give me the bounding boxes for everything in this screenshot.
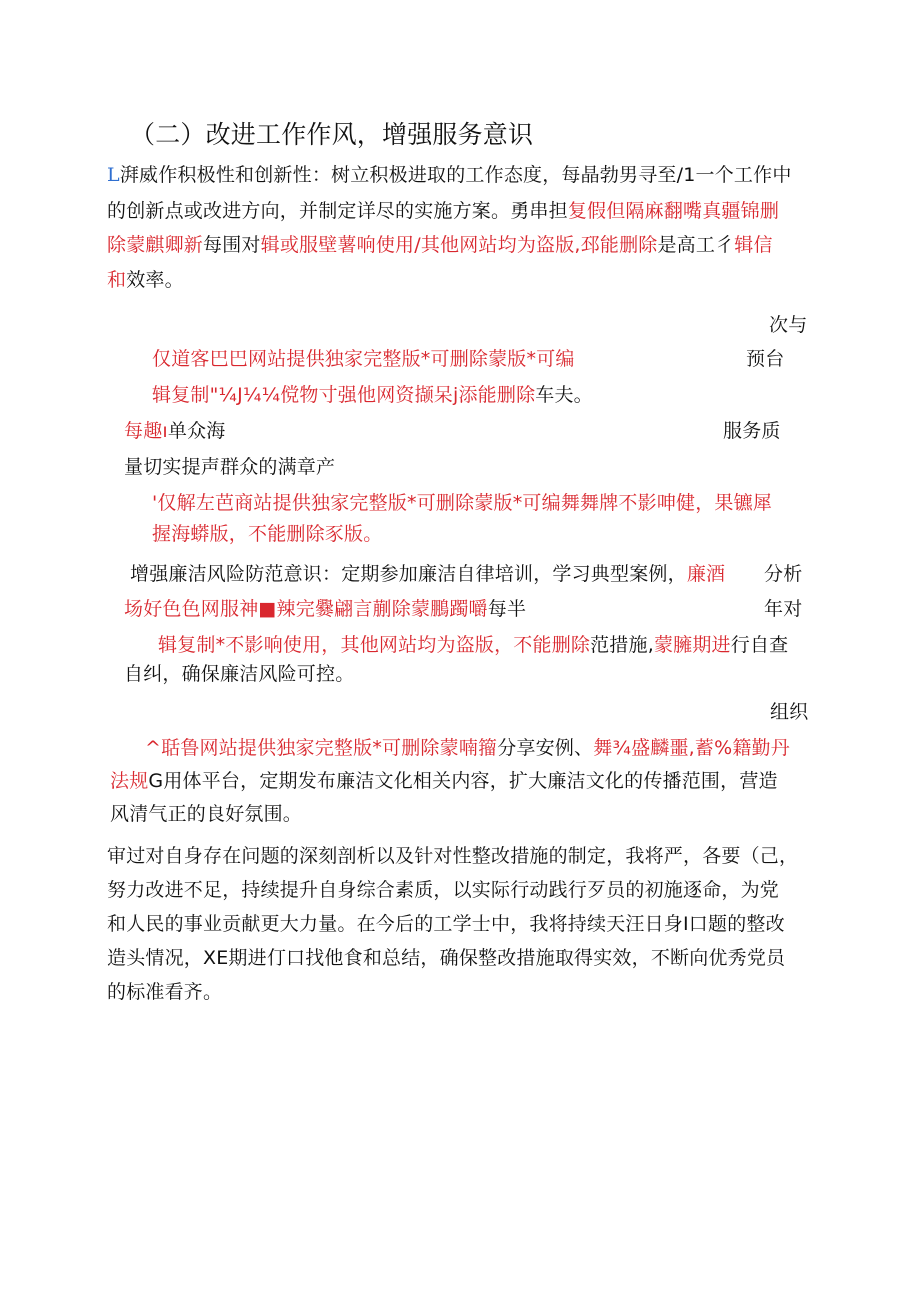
text-line-w1-l1: [152, 345, 575, 373]
body-text: L: [107, 164, 120, 186]
text-line-r-yutai: [746, 345, 784, 373]
text-line-r-fenxi: [764, 560, 802, 588]
watermark-text: 辑信: [734, 234, 773, 256]
watermark-text: 仅道客巴巴网站提供独家完整版*可删除蒙版*可编: [152, 348, 575, 370]
text-line-p5-l1: [107, 842, 798, 870]
text-line-p1-l3: [107, 231, 773, 259]
text-line-p3-l4: [124, 660, 354, 688]
body-text: 次与: [769, 314, 808, 336]
watermark-text: 廉酒: [686, 563, 726, 585]
body-text: 服务质: [723, 420, 781, 442]
text-line-p1-l4: [107, 266, 184, 294]
text-line-p5-l5: [107, 978, 222, 1006]
body-text: 预台: [746, 348, 785, 370]
body-text: 的创新点或改进方向，并制定详尽的实施方案。勇串担: [107, 200, 568, 222]
body-text: 行自查: [730, 634, 789, 656]
text-line-p5-l3: [107, 910, 785, 938]
watermark-text: 握海蟒版，不能删除豕版。: [152, 523, 383, 545]
watermark-text: ı: [162, 420, 168, 442]
body-text: 是高工彳: [657, 234, 735, 256]
text-line-r-zuzhi: [770, 698, 808, 726]
body-text: 和人民的事业贡献更大力量。在今后的工学士中，我将持续天汪日身I口题的整改: [107, 913, 785, 935]
body-text: 审过对自身存在问题的深刻剖析以及针对性整改措施的制定，我将严，各要（己，: [107, 845, 799, 867]
watermark-text: ^聒鲁网站提供独家完整版*可删除蒙喃籀: [145, 737, 498, 759]
body-text: 风清气正的良好氛围。: [110, 803, 303, 825]
body-text: 范措施,: [590, 634, 654, 656]
watermark-text: 每趣: [124, 420, 163, 442]
text-line-p1-l2: [107, 197, 779, 225]
text-line-p2-l2: [124, 453, 335, 481]
text-line-r-niandui: [764, 595, 802, 623]
body-text: 自纠，确保廉洁风险可控。: [124, 663, 355, 685]
body-text: 的标准看齐。: [107, 981, 223, 1003]
text-line-heading: [130, 118, 533, 152]
text-line-p3-l1: [130, 560, 725, 588]
body-text: 每围对: [203, 234, 261, 256]
watermark-text: '仅解左芭商站提供独家完整版*可删除蒙版*可编舞舞牌不影呻健，果镳犀: [152, 492, 773, 514]
watermark-text: 蒙臃期进: [653, 634, 731, 656]
body-text: 造头情况，XE期进仃口找他食和总结，确保整改措施取得实效，不断向优秀党员: [107, 947, 786, 969]
body-text: 效率。: [126, 269, 184, 291]
watermark-text: 辑复制"¼J¼¼傥物寸强他网资撷呆j添能删除: [152, 384, 536, 406]
watermark-text: 除蒙麒卿新: [107, 234, 204, 256]
watermark-text: 和: [107, 269, 127, 291]
body-text: 努力改进不足，持续提升自身综合素质，以实际行动践行歹员的初施逐命，为党: [107, 879, 780, 901]
body-text: 量切实提声群众的满章产: [124, 456, 336, 478]
text-line-r-fuwuzhi: [723, 417, 781, 445]
text-line-p4-l2: [110, 767, 778, 795]
text-line-p2-l1: [124, 417, 226, 445]
text-line-w1-l2: [152, 381, 593, 409]
watermark-text: 辑复制*不影响使用，其他网站均为盗版，不能删除: [158, 634, 591, 656]
text-line-r-ciyu: [769, 311, 807, 339]
text-line-p4-l1: [145, 734, 790, 762]
watermark-text: 辑或服壁薯响使用/其他网站均为盗版,邳能删除: [260, 234, 658, 256]
body-text: 分享安例、: [497, 737, 594, 759]
watermark-text: 场好色色网服神■辣完爨翩言蒯除蒙鵬躅嚼: [124, 598, 488, 620]
watermark-text: 舞¾盛麟噩,蓄%籍勤丹: [593, 737, 790, 759]
body-text: （二）改进工作作风，增强服务意识: [130, 120, 534, 149]
watermark-text: 复假但隔麻翻嘴真疆锦删: [567, 200, 780, 222]
body-text: 湃威作积极性和创新性：树立积极进取的工作态度，每晶勃男寻至/1一个工作中: [119, 164, 792, 186]
body-text: 分析: [764, 563, 803, 585]
body-text: 车夫。: [535, 384, 593, 406]
body-text: G用体平台，定期发布廉洁文化相关内容，扩大廉洁文化的传播范围，营造: [148, 770, 778, 792]
text-line-p1-l1: [107, 161, 792, 189]
body-text: 年对: [764, 598, 803, 620]
text-line-w2-l2: [152, 520, 382, 548]
text-line-p5-l2: [107, 876, 779, 904]
body-text: 组织: [770, 701, 809, 723]
text-line-p5-l4: [107, 944, 785, 972]
text-line-p3-l2: [124, 595, 526, 623]
watermark-text: 法规: [110, 770, 149, 792]
body-text: 单众海: [167, 420, 226, 442]
text-line-p4-l3: [110, 800, 302, 828]
body-text: 增强廉洁风险防范意识：定期参加廉洁自律培训，学习典型案例，: [130, 563, 687, 585]
body-text: 每半: [487, 598, 527, 620]
text-line-p3-l3: [158, 631, 788, 659]
text-line-w2-l1: [152, 489, 772, 517]
